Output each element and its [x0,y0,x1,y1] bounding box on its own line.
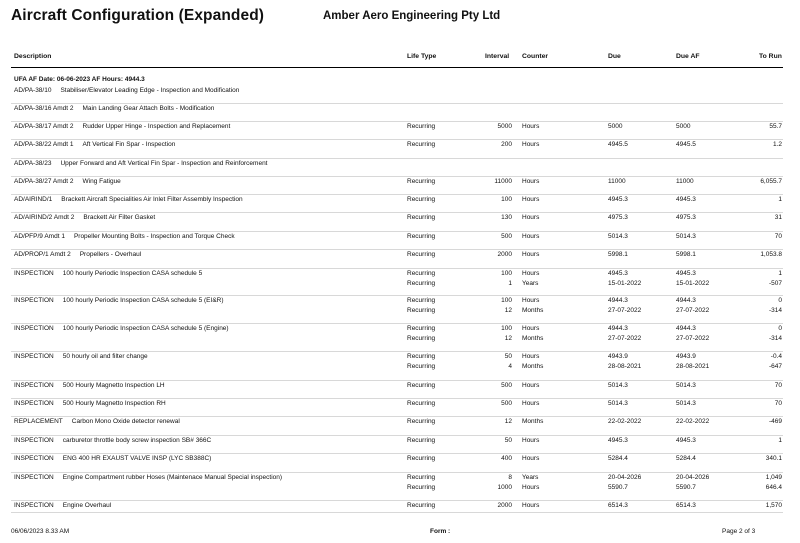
table-row [11,399,783,417]
to-run-cell: -647 [768,362,782,370]
due-af-cell: 4945.3 [676,437,696,444]
item-description [14,473,282,483]
due-cell: 5014.3 [608,382,628,389]
life-type-cell: Recurring [407,141,436,148]
due-af-cell: 4975.3 [676,214,696,221]
interval-cell: 1 [508,279,512,287]
interval-cell: 50 [504,353,512,360]
life-type-cell: Recurring [407,474,436,481]
due-af-cell: 5998.1 [676,251,696,258]
page-number: Page 2 of 3 [722,528,756,535]
item-code: AD/PA-38/17 Amdt 2 [14,123,74,130]
item-code: INSPECTION [14,325,54,332]
life-type-cell: Recurring [407,214,436,221]
due-cell: 4945.5 [608,141,628,148]
life-type-cell: Recurring [407,178,436,185]
item-description [14,296,224,306]
item-code: INSPECTION [14,400,54,407]
to-run-cell: 1 [778,270,782,277]
counter-cell: Hours [522,382,540,389]
interval-cell: 200 [501,141,512,148]
item-code: INSPECTION [14,455,54,462]
interval-cell: 50 [504,437,512,444]
item-text: Engine Compartment rubber Hoses (Maintenace Manual Special inspection) [62,474,283,481]
col-counter: Counter [522,53,549,60]
due-af-cell: 4944.3 [676,325,696,332]
due-cell: 4945.3 [608,270,628,277]
col-description: Description [14,53,52,60]
col-due: Due [608,53,621,60]
col-to-run: To Run [759,53,782,60]
due-cell: 15-01-2022 [608,279,642,287]
interval-cell: 11000 [494,178,512,185]
to-run-cell: 70 [774,233,782,240]
interval-cell: 100 [501,270,512,277]
to-run-cell: 646.4 [765,483,782,491]
to-run-cell: 1.2 [772,141,782,148]
life-type-cell: Recurring [407,483,436,491]
counter-cell: Hours [522,251,540,258]
item-description [14,269,202,279]
due-af-cell: 5590.7 [676,483,696,491]
col-due-af: Due AF [676,53,700,60]
life-type-cell: Recurring [407,400,436,407]
item-code: AD/AIRIND/1 [14,196,53,203]
due-af-cell: 5284.4 [676,455,696,462]
print-date: 06/06/2023 8.33 AM [11,528,70,535]
counter-cell: Months [522,306,544,314]
to-run-cell: 1 [778,196,782,203]
due-cell: 4975.3 [608,214,628,221]
life-type-cell: Recurring [407,270,436,277]
item-code: AD/PA-38/23 [14,160,52,167]
counter-cell: Years [522,474,539,481]
item-description [14,324,229,334]
due-cell: 4945.3 [608,437,628,444]
item-code: INSPECTION [14,502,54,509]
interval-cell: 12 [504,334,512,342]
item-description [14,436,211,446]
interval-cell: 4 [508,362,512,370]
item-text: Carbon Mono Oxide detector renewal [71,418,180,425]
col-life-type: Life Type [407,53,437,60]
counter-cell: Hours [522,455,540,462]
life-type-cell: Recurring [407,233,436,240]
to-run-cell: 70 [774,400,782,407]
table-row [11,213,783,232]
item-description [14,399,166,409]
item-text: carburetor throttle body screw inspection SB# 366C [62,437,212,444]
counter-cell: Hours [522,483,540,491]
table-row [11,417,783,436]
life-type-cell: Recurring [407,279,436,287]
item-text: Upper Forward and Aft Vertical Fin Spar - Inspection and Reinforcement [60,160,268,167]
item-text: Propellers - Overhaul [79,251,142,258]
item-description [14,86,239,96]
header-rule [11,67,783,68]
due-cell: 5014.3 [608,233,628,240]
item-text: Propeller Mounting Bolts - Inspection and Torque Check [73,233,235,240]
due-cell: 5284.4 [608,455,628,462]
counter-cell: Hours [522,233,540,240]
item-description [14,417,180,427]
due-cell: 27-07-2022 [608,306,642,314]
counter-cell: Hours [522,502,540,509]
item-code: INSPECTION [14,270,54,277]
due-af-cell: 4943.9 [676,353,696,360]
due-cell: 4943.9 [608,353,628,360]
ufa-line: UFA AF Date: 06-06-2023 AF Hours: 4944.3 [14,76,145,83]
due-cell: 4944.3 [608,325,628,332]
table-row [11,232,783,250]
due-af-cell: 28-08-2021 [676,362,710,370]
item-text: 100 hourly Periodic Inspection CASA schedule 5 (Engine) [62,325,229,332]
to-run-cell: 1,053.8 [760,251,782,258]
due-af-cell: 27-07-2022 [676,306,710,314]
table-row [11,140,783,159]
item-text: 500 Hourly Magnetto Inspection LH [62,382,165,389]
table-row [11,436,783,454]
counter-cell: Hours [522,437,540,444]
counter-cell: Months [522,334,544,342]
due-af-cell: 4945.3 [676,196,696,203]
interval-cell: 12 [504,306,512,314]
counter-cell: Hours [522,178,540,185]
due-cell: 6514.3 [608,502,628,509]
col-interval: Interval [485,53,510,60]
form-label: Form : [430,528,451,535]
table-row [11,122,783,140]
item-code: AD/PA-38/10 [14,87,52,94]
life-type-cell: Recurring [407,437,436,444]
life-type-cell: Recurring [407,362,436,370]
row-divider [11,512,783,513]
to-run-cell: -314 [768,334,782,342]
to-run-cell: -469 [768,418,782,425]
due-af-cell: 11000 [676,178,694,185]
to-run-cell: 340.1 [765,455,782,462]
table-row [11,177,783,195]
interval-cell: 8 [508,474,512,481]
to-run-cell: 1,049 [765,474,782,481]
due-cell: 5590.7 [608,483,628,491]
to-run-cell: 0 [778,325,782,332]
life-type-cell: Recurring [407,382,436,389]
counter-cell: Hours [522,353,540,360]
life-type-cell: Recurring [407,196,436,203]
to-run-cell: 1 [778,437,782,444]
interval-cell: 500 [501,400,512,407]
item-description [14,159,268,169]
counter-cell: Hours [522,123,540,130]
due-cell: 5998.1 [608,251,628,258]
item-text: Wing Fatigue [82,178,121,185]
to-run-cell: -0.4 [770,353,782,360]
life-type-cell: Recurring [407,325,436,332]
interval-cell: 1000 [497,483,512,491]
table-row [11,501,783,513]
to-run-cell: 6,055.7 [760,178,782,185]
item-text: Stabiliser/Elevator Leading Edge - Inspection and Modification [60,87,240,94]
table-row [11,250,783,269]
life-type-cell: Recurring [407,334,436,342]
counter-cell: Months [522,362,544,370]
item-description [14,352,148,362]
table-row [11,473,783,501]
table-row [11,104,783,122]
company-name: Amber Aero Engineering Pty Ltd [323,10,501,22]
life-type-cell: Recurring [407,502,436,509]
life-type-cell: Recurring [407,123,436,130]
due-af-cell: 15-01-2022 [676,279,710,287]
due-af-cell: 4945.5 [676,141,696,148]
item-code: INSPECTION [14,382,54,389]
table-row [11,454,783,473]
to-run-cell: 55.7 [769,123,782,130]
item-description [14,454,211,464]
counter-cell: Years [522,279,539,287]
interval-cell: 100 [501,297,512,304]
due-cell: 5000 [608,123,623,130]
table-row [11,296,783,324]
due-af-cell: 5014.3 [676,382,696,389]
interval-cell: 100 [501,325,512,332]
interval-cell: 500 [501,233,512,240]
item-description [14,250,141,260]
interval-cell: 130 [501,214,512,221]
item-code: AD/AIRIND/2 Amdt 2 [14,214,75,221]
table-row [11,195,783,213]
due-cell: 20-04-2026 [608,474,642,481]
due-af-cell: 20-04-2026 [676,474,710,481]
life-type-cell: Recurring [407,353,436,360]
due-cell: 5014.3 [608,400,628,407]
table-row [11,269,783,296]
item-code: INSPECTION [14,353,54,360]
item-description [14,104,214,114]
item-text: 100 hourly Periodic Inspection CASA schedule 5 [62,270,203,277]
due-af-cell: 6514.3 [676,502,696,509]
interval-cell: 12 [504,418,512,425]
counter-cell: Hours [522,325,540,332]
item-code: REPLACEMENT [14,418,63,425]
table-row [11,86,783,104]
counter-cell: Hours [522,270,540,277]
item-code: INSPECTION [14,474,54,481]
item-text: Aft Vertical Fin Spar - Inspection [82,141,176,148]
table-row [11,324,783,352]
life-type-cell: Recurring [407,306,436,314]
item-code: AD/PA-38/27 Amdt 2 [14,178,74,185]
item-text: ENG 400 HR EXAUST VALVE INSP (LYC SB388C) [62,455,212,462]
counter-cell: Hours [522,400,540,407]
to-run-cell: -507 [768,279,782,287]
due-af-cell: 22-02-2022 [676,418,710,425]
interval-cell: 500 [501,382,512,389]
due-af-cell: 4945.3 [676,270,696,277]
due-cell: 4944.3 [608,297,628,304]
item-description [14,140,175,150]
item-code: INSPECTION [14,297,54,304]
item-code: INSPECTION [14,437,54,444]
to-run-cell: -314 [768,306,782,314]
life-type-cell: Recurring [407,418,436,425]
item-code: AD/PA-38/22 Amdt 1 [14,141,74,148]
item-code: AD/PA-38/16 Amdt 2 [14,105,74,112]
item-text: Brackett Air Filter Gasket [83,214,156,221]
due-cell: 28-08-2021 [608,362,642,370]
due-af-cell: 5000 [676,123,691,130]
table-row [11,352,783,381]
item-text: Engine Overhaul [62,502,112,509]
table-row [11,381,783,399]
interval-cell: 5000 [497,123,512,130]
due-cell: 27-07-2022 [608,334,642,342]
interval-cell: 2000 [497,251,512,258]
counter-cell: Hours [522,297,540,304]
to-run-cell: 1,570 [765,502,782,509]
due-af-cell: 5014.3 [676,233,696,240]
due-af-cell: 27-07-2022 [676,334,710,342]
item-description [14,195,243,205]
item-description [14,232,235,242]
life-type-cell: Recurring [407,455,436,462]
item-text: 500 Hourly Magnetto Inspection RH [62,400,166,407]
counter-cell: Hours [522,141,540,148]
counter-cell: Hours [522,214,540,221]
due-cell: 22-02-2022 [608,418,642,425]
due-cell: 11000 [608,178,626,185]
interval-cell: 100 [501,196,512,203]
item-code: AD/PROP/1 Amdt 2 [14,251,71,258]
table-row [11,159,783,177]
item-text: Main Landing Gear Attach Bolts - Modification [82,105,215,112]
interval-cell: 2000 [497,502,512,509]
life-type-cell: Recurring [407,297,436,304]
item-text: Rudder Upper Hinge - Inspection and Replacement [82,123,231,130]
item-code: AD/PFP/9 Amdt 1 [14,233,65,240]
due-af-cell: 5014.3 [676,400,696,407]
to-run-cell: 31 [774,214,782,221]
item-description [14,177,121,187]
interval-cell: 400 [501,455,512,462]
counter-cell: Months [522,418,544,425]
to-run-cell: 0 [778,297,782,304]
item-description [14,122,230,132]
item-description [14,381,165,391]
due-cell: 4945.3 [608,196,628,203]
life-type-cell: Recurring [407,251,436,258]
counter-cell: Hours [522,196,540,203]
item-text: Brackett Aircraft Specialities Air Inlet Filter Assembly Inspection [61,196,243,203]
due-af-cell: 4944.3 [676,297,696,304]
report-title: Aircraft Configuration (Expanded) [11,7,265,24]
item-text: 100 hourly Periodic Inspection CASA schedule 5 (EI&R) [62,297,224,304]
to-run-cell: 70 [774,382,782,389]
item-description [14,213,155,223]
item-description [14,501,111,511]
item-text: 50 hourly oil and filter change [62,353,148,360]
